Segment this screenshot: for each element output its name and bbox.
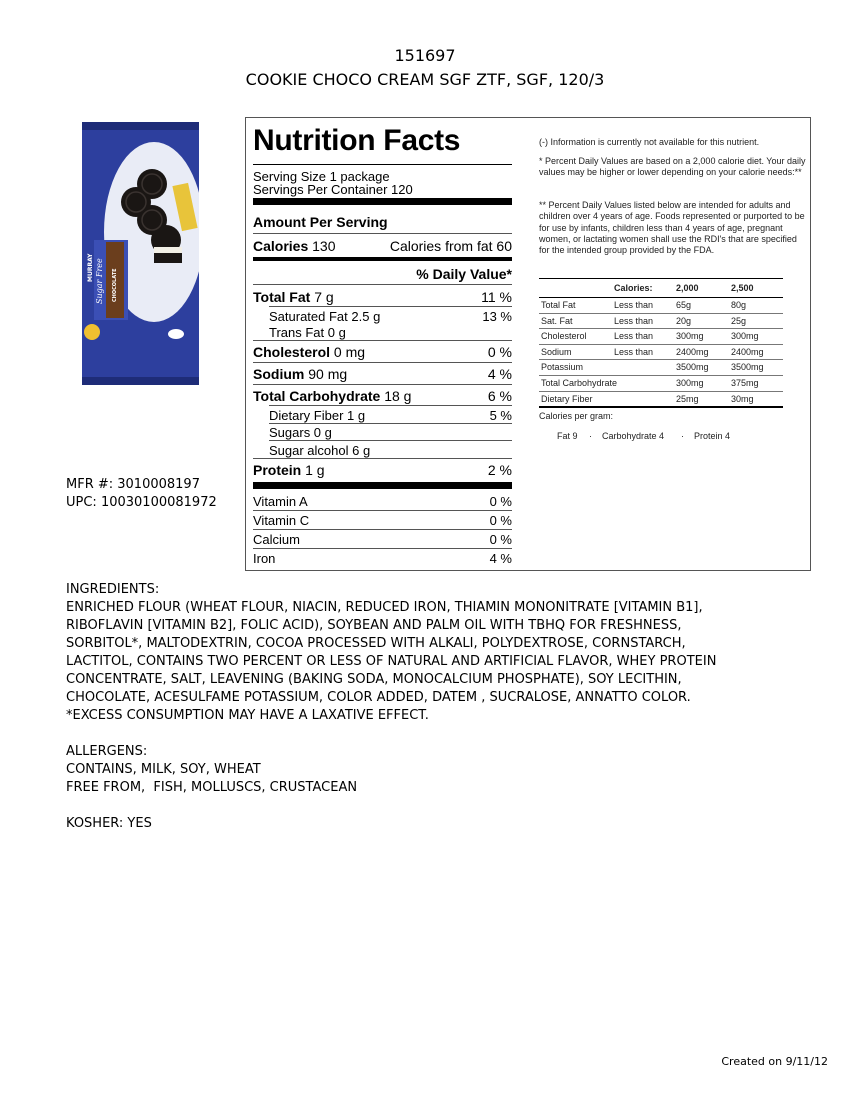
product-variant-text: CHOCOLATE xyxy=(112,268,118,302)
daily-value-header: % Daily Value* xyxy=(416,266,512,282)
dv-table-row: Sat. Fat Less than 20g 25g xyxy=(539,314,783,330)
nutrition-facts-title: Nutrition Facts xyxy=(253,124,461,157)
allergens-free-from: FREE FROM, FISH, MOLLUSCS, CRUSTACEAN xyxy=(66,780,358,795)
servings-per-container: Servings Per Container 120 xyxy=(253,182,413,197)
cpg-dot: · xyxy=(589,431,592,441)
ingredients-line: CHOCOLATE, ACESULFAME POTASSIUM, COLOR ADDED, DATEM , SUCRALOSE, ANNATTO COLOR. xyxy=(66,690,691,705)
kosher-status: KOSHER: YES xyxy=(66,816,152,831)
dv-table-row: Dietary Fiber 25mg 30mg xyxy=(539,392,783,409)
upc-number: UPC: 10030100081972 xyxy=(66,495,217,510)
logo-icon xyxy=(168,329,184,339)
ingredients-line: SORBITOL*, MALTODEXTRIN, COCOA PROCESSED WITH ALKALI, POLYDEXTROSE, CORNSTARCH, xyxy=(66,636,686,651)
ingredients-label: INGREDIENTS: xyxy=(66,582,160,597)
created-date: Created on 9/11/12 xyxy=(721,1055,828,1068)
ingredients-line: RIBOFLAVIN [VITAMIN B2], FOLIC ACID), SOYBEAN AND PALM OIL WITH TBHQ FOR FRESHNESS, xyxy=(66,618,682,633)
ingredients-line: CONCENTRATE, SALT, LEAVENING (BAKING SODA, MONOCALCIUM PHOSPHATE), SOY LECITHIN, xyxy=(66,672,682,687)
calories-per-gram-label: Calories per gram: xyxy=(539,411,614,421)
note-unavailable: (-) Information is currently not available for this nutrient. xyxy=(539,137,760,147)
product-image xyxy=(82,122,199,385)
note-rdi: ** Percent Daily Values listed below are intended for adults and children over 4 years of age. Foods represented or purported to be for use by infants, children less than 4 years of age, pregnant women, or lactating women shall use the RDI's that are specified for the intended group provided by the FDA. xyxy=(539,200,805,256)
cpg-dot: · xyxy=(681,431,684,441)
item-number: 151697 xyxy=(394,46,456,65)
product-name-text: Sugar Free xyxy=(95,258,104,304)
ingredients-line: ENRICHED FLOUR (WHEAT FLOUR, NIACIN, REDUCED IRON, THIAMIN MONONITRATE [VITAMIN B1], xyxy=(66,600,703,615)
badge-icon xyxy=(84,324,100,340)
dv-table-row: Total Fat Less than 65g 80g xyxy=(539,298,783,314)
mfr-number: MFR #: 3010008197 xyxy=(66,477,200,492)
ingredients-line: LACTITOL, CONTAINS TWO PERCENT OR LESS OF NATURAL AND ARTIFICIAL FLAVOR, WHEY PROTEIN xyxy=(66,654,717,669)
allergens-label: ALLERGENS: xyxy=(66,744,148,759)
note-daily-values: * Percent Daily Values are based on a 2,000 calorie diet. Your daily values may be higher or lower depending on your calorie needs:** xyxy=(539,156,806,178)
serving-size: Serving Size 1 package xyxy=(253,169,390,184)
daily-values-table xyxy=(539,281,783,408)
brand-text: MURRAY xyxy=(87,253,94,282)
cpg-protein: Protein 4 xyxy=(694,431,731,441)
calories-label: Calories xyxy=(253,238,309,254)
amount-per-serving: Amount Per Serving xyxy=(253,214,388,230)
product-name: COOKIE CHOCO CREAM SGF ZTF, SGF, 120/3 xyxy=(245,70,605,89)
allergens-contains: CONTAINS, MILK, SOY, WHEAT xyxy=(66,762,261,777)
cpg-carb: Carbohydrate 4 xyxy=(602,431,665,441)
dv-table-header: Calories: 2,000 2,500 xyxy=(539,281,783,298)
cpg-fat: Fat 9 xyxy=(557,431,578,441)
nutrition-panel: Nutrition Facts Serving Size 1 package Servings Per Container 120 Amount Per Serving Calories 130 Calories from fat 60 % Daily Value* Total Fat 7 g 11 % Saturated Fat 2.5 g 13 % Trans Fat 0 g Cholesterol 0 mg 0 % Sodium 90 mg 4 % Total Carbohydrate 18 g 6 % Dietary Fiber 1 g 5 % Sugars 0 g Sugar alcohol 6 g Protein 1 g 2 % Vitamin A 0 % Vitamin C 0 % Calcium 0 % Iron 4 % (-) Information is currently not available for this nutrient. * Percent Daily Values are based on a 2,000 calorie diet. Your daily values may be higher or lower depending on your calorie needs:** ** Percent Daily Values listed below are intended for adults and children over 4 years of age. Foods represented or purported to be for use by infants, children less than 4 years of age, pregnant women, or lactating women shall use the RDI's that are specified for the intended group provided by the FDA. Calories: 2,000 2,500 Total Fat Less than 65g 80g Sat. Fat Less than 20g 25g Cholesterol Less than 300mg 300mg Sodium Less than 2400mg 2400mg Potassium 3500mg 3500mg Total Carbohydrate 300mg 375mg Dietary Fiber 25mg 30mg Calories per gram: Fat 9 · Carbohydrate 4 · Protein 4 xyxy=(245,117,811,571)
ingredients-line: *EXCESS CONSUMPTION MAY HAVE A LAXATIVE EFFECT. xyxy=(66,708,429,723)
dv-table-row: Sodium Less than 2400mg 2400mg xyxy=(539,345,783,361)
dv-table-row: Potassium 3500mg 3500mg xyxy=(539,360,783,376)
dv-table-row: Cholesterol Less than 300mg 300mg xyxy=(539,329,783,345)
calories-value: 130 xyxy=(312,238,336,254)
dv-table-row: Total Carbohydrate 300mg 375mg xyxy=(539,376,783,392)
calories-from-fat: Calories from fat 60 xyxy=(389,238,512,254)
